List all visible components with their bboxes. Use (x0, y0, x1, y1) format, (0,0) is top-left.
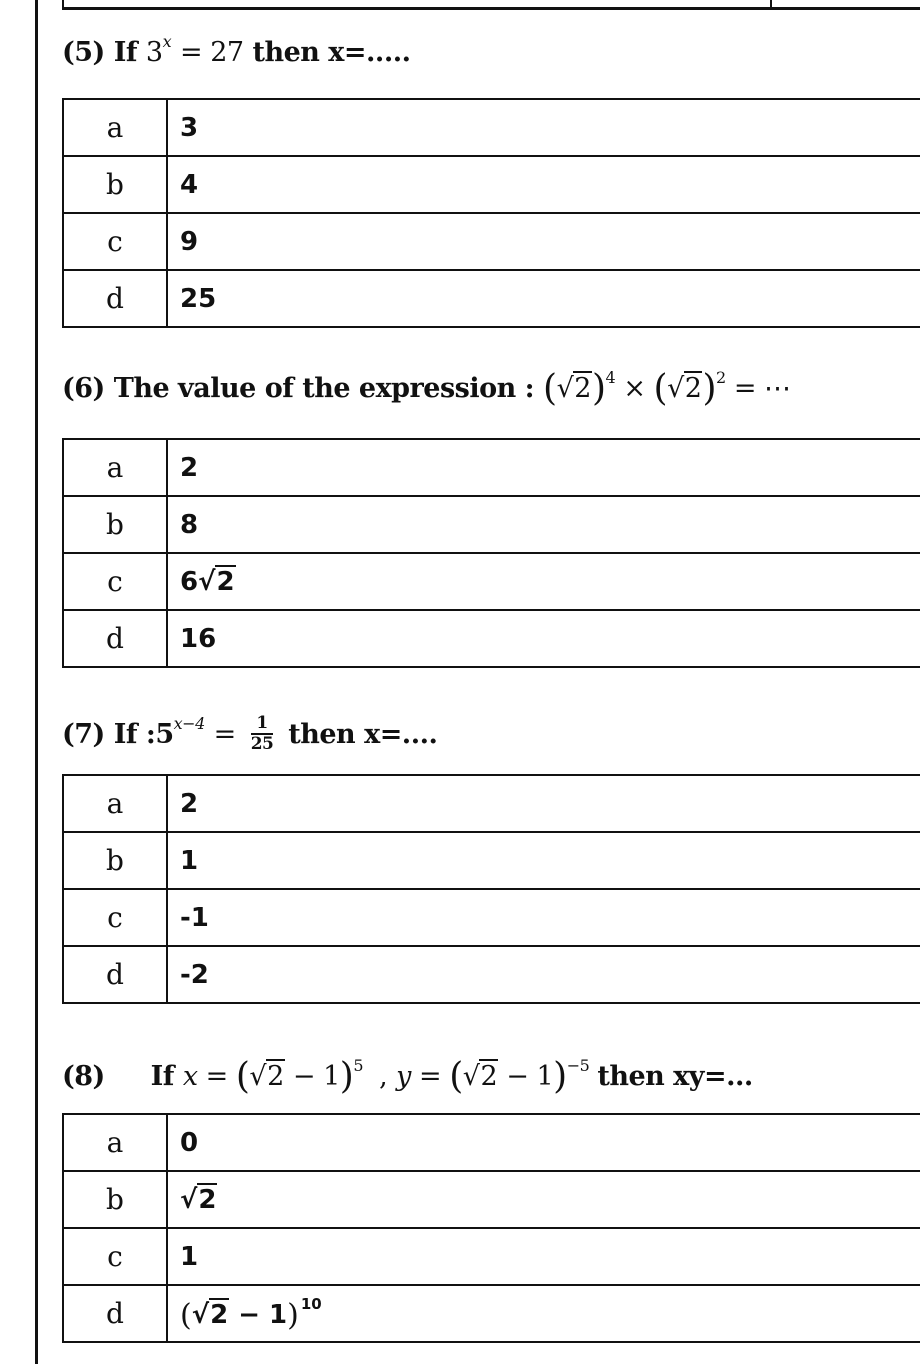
question-text: If :5 (113, 719, 174, 751)
options-table-q6 (62, 438, 920, 668)
option-value[interactable]: -1 (167, 889, 920, 946)
option-row[interactable] (63, 610, 920, 667)
math-rhs: = 27 (180, 37, 244, 68)
option-row[interactable] (63, 946, 920, 1003)
option-row[interactable] (63, 213, 920, 270)
options-table-q7 (62, 774, 920, 1004)
option-letter: d (63, 270, 167, 327)
option-letter: a (63, 775, 167, 832)
option-row[interactable] (63, 1171, 920, 1228)
option-letter: d (63, 1285, 167, 1342)
question-5 (62, 32, 411, 68)
option-value[interactable]: (√2 − 1) $^{10}$ (167, 1285, 920, 1342)
math-exponent: x−4 (173, 714, 205, 734)
option-value[interactable]: √2 (167, 1171, 920, 1228)
option-value[interactable]: 4 (167, 156, 920, 213)
math-fraction: $\frac{1}{25}$ (250, 713, 274, 754)
option-row[interactable] (63, 832, 920, 889)
option-value[interactable]: 1 (167, 832, 920, 889)
option-value[interactable]: 2 (167, 775, 920, 832)
option-letter: b (63, 156, 167, 213)
option-value[interactable]: 8 (167, 496, 920, 553)
option-value[interactable]: 3 (167, 99, 920, 156)
option-letter: a (63, 439, 167, 496)
question-tail: then x=..... (252, 37, 411, 68)
options-table-q5 (62, 98, 920, 328)
option-value[interactable]: 0 (167, 1114, 920, 1171)
option-letter: c (63, 1228, 167, 1285)
question-7 (62, 713, 438, 755)
option-row[interactable] (63, 1228, 920, 1285)
page-left-margin-line (35, 0, 38, 1364)
option-letter: b (63, 496, 167, 553)
question-number: (7) (62, 719, 105, 751)
option-letter: d (63, 610, 167, 667)
question-6 (62, 368, 791, 409)
question-text: If (150, 1061, 174, 1092)
option-value[interactable]: 25 (167, 270, 920, 327)
option-value[interactable]: 9 (167, 213, 920, 270)
option-value[interactable]: 6√2 (167, 553, 920, 610)
question-text: If (113, 37, 137, 68)
option-letter: a (63, 1114, 167, 1171)
option-row[interactable] (63, 439, 920, 496)
math-expression: $(√2)^4 \times (√2)^2$ = ⋯ (543, 368, 791, 409)
question-tail: then xy=... (597, 1061, 753, 1092)
question-text: The value of the expression : (113, 373, 535, 404)
option-letter: c (63, 213, 167, 270)
option-letter: b (63, 1171, 167, 1228)
option-row[interactable] (63, 889, 920, 946)
question-number: (8) (62, 1061, 105, 1092)
question-number: (6) (62, 373, 105, 404)
option-row[interactable] (63, 270, 920, 327)
option-letter: b (63, 832, 167, 889)
option-row[interactable] (63, 1285, 920, 1342)
math-base: 3 (145, 37, 163, 68)
math-expression-y: $y = (√2 - 1)^{-5}$ (396, 1056, 590, 1097)
question-number: (5) (62, 37, 105, 68)
option-row[interactable] (63, 775, 920, 832)
option-row[interactable] (63, 496, 920, 553)
option-value[interactable]: 16 (167, 610, 920, 667)
question-tail: then x=.... (288, 719, 438, 751)
option-row[interactable] (63, 156, 920, 213)
option-value[interactable]: 2 (167, 439, 920, 496)
option-row[interactable] (63, 1114, 920, 1171)
option-letter: a (63, 99, 167, 156)
option-letter: d (63, 946, 167, 1003)
math-comma: , (379, 1061, 388, 1092)
option-letter: c (63, 553, 167, 610)
option-value[interactable]: 1 (167, 1228, 920, 1285)
math-equals: = (213, 719, 236, 751)
option-row[interactable] (63, 99, 920, 156)
previous-table-bottom-edge (62, 0, 920, 10)
option-row[interactable] (63, 553, 920, 610)
math-expression-x: $x = (√2 - 1)^5$ (182, 1056, 364, 1097)
option-value[interactable]: -2 (167, 946, 920, 1003)
options-table-q8 (62, 1113, 920, 1343)
option-letter: c (63, 889, 167, 946)
question-8 (62, 1056, 753, 1097)
math-exponent: x (162, 32, 172, 51)
